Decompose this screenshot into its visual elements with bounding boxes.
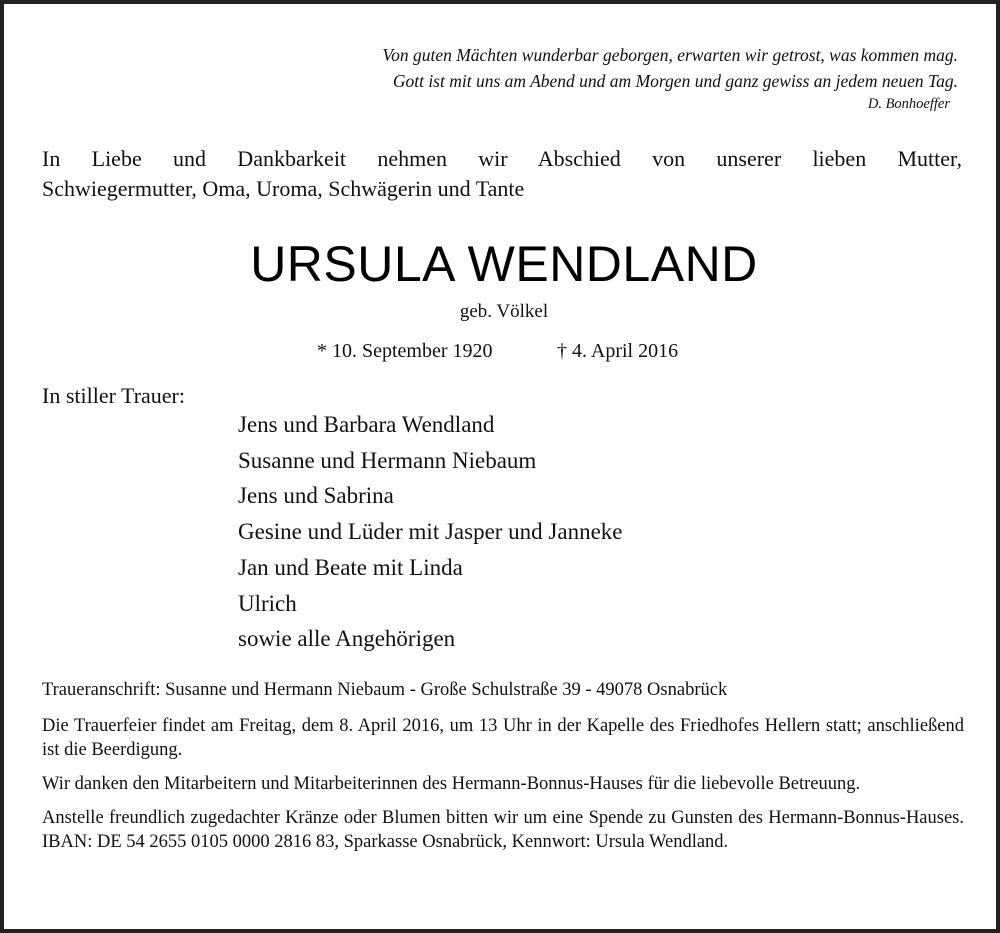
mourner-entry: Jens und Barbara Wendland — [238, 412, 495, 437]
quote-line-2: Gott ist mit uns am Abend und am Morgen und ganz gewiss an jedem neuen Tag. — [392, 71, 958, 91]
quote-line-1: Von guten Mächten wunderbar geborgen, erwarten wir getrost, was kommen mag. — [382, 45, 958, 65]
intro-text — [42, 144, 962, 204]
mourners-list — [238, 407, 623, 657]
death-date: † 4. April 2016 — [557, 340, 679, 362]
notes-section — [42, 678, 964, 864]
mourner-entry: Jan und Beate mit Linda — [238, 554, 463, 580]
deceased-name: URSULA WENDLAND — [250, 236, 758, 292]
mourning-label: In stiller Trauer: — [42, 383, 185, 408]
mourner-entry: Ulrich — [238, 590, 297, 616]
donation-text: Anstelle freundlich zugedachter Kränze oder Blumen bitten wir um eine Spende zu Gunsten des Hermann-Bonnus-Hauses. IBAN: DE 54 2655 0105 0000 2816 83, Sparkasse Osnabrück, Kennwort: Ursula Wendland. — [42, 808, 964, 852]
intro-line-2: Schwiegermutter, Oma, Uroma, Schwägerin und Tante — [42, 176, 525, 201]
bonhoeffer-quote — [382, 42, 958, 114]
intro-line-1: In Liebe und Dankbarkeit nehmen wir Abschied von unserer lieben Mutter, — [42, 146, 962, 171]
mourner-entry: sowie alle Angehörigen — [238, 626, 456, 652]
mourner-entry: Susanne und Hermann Niebaum — [238, 447, 537, 473]
funeral-info: Die Trauerfeier findet am Freitag, dem 8. April 2016, um 13 Uhr in der Kapelle des Friedhofes Hellern statt; anschließend ist die Beerdigung. — [42, 716, 964, 760]
maiden-name: geb. Völkel — [459, 301, 549, 322]
mourner-entry: Jens und Sabrina — [238, 483, 394, 509]
birth-date: * 10. September 1920 — [317, 340, 493, 362]
mourner-entry: Gesine und Lüder mit Jasper und Janneke — [238, 519, 623, 545]
mourning-address: Traueranschrift: Susanne und Hermann Niebaum - Große Schulstraße 39 - 49078 Osnabrück — [42, 680, 728, 700]
quote-author: D. Bonhoeffer — [867, 96, 950, 112]
thanks-text: Wir danken den Mitarbeitern und Mitarbeiterinnen des Hermann-Bonnus-Hauses für die liebevolle Betreuung. — [42, 774, 861, 794]
